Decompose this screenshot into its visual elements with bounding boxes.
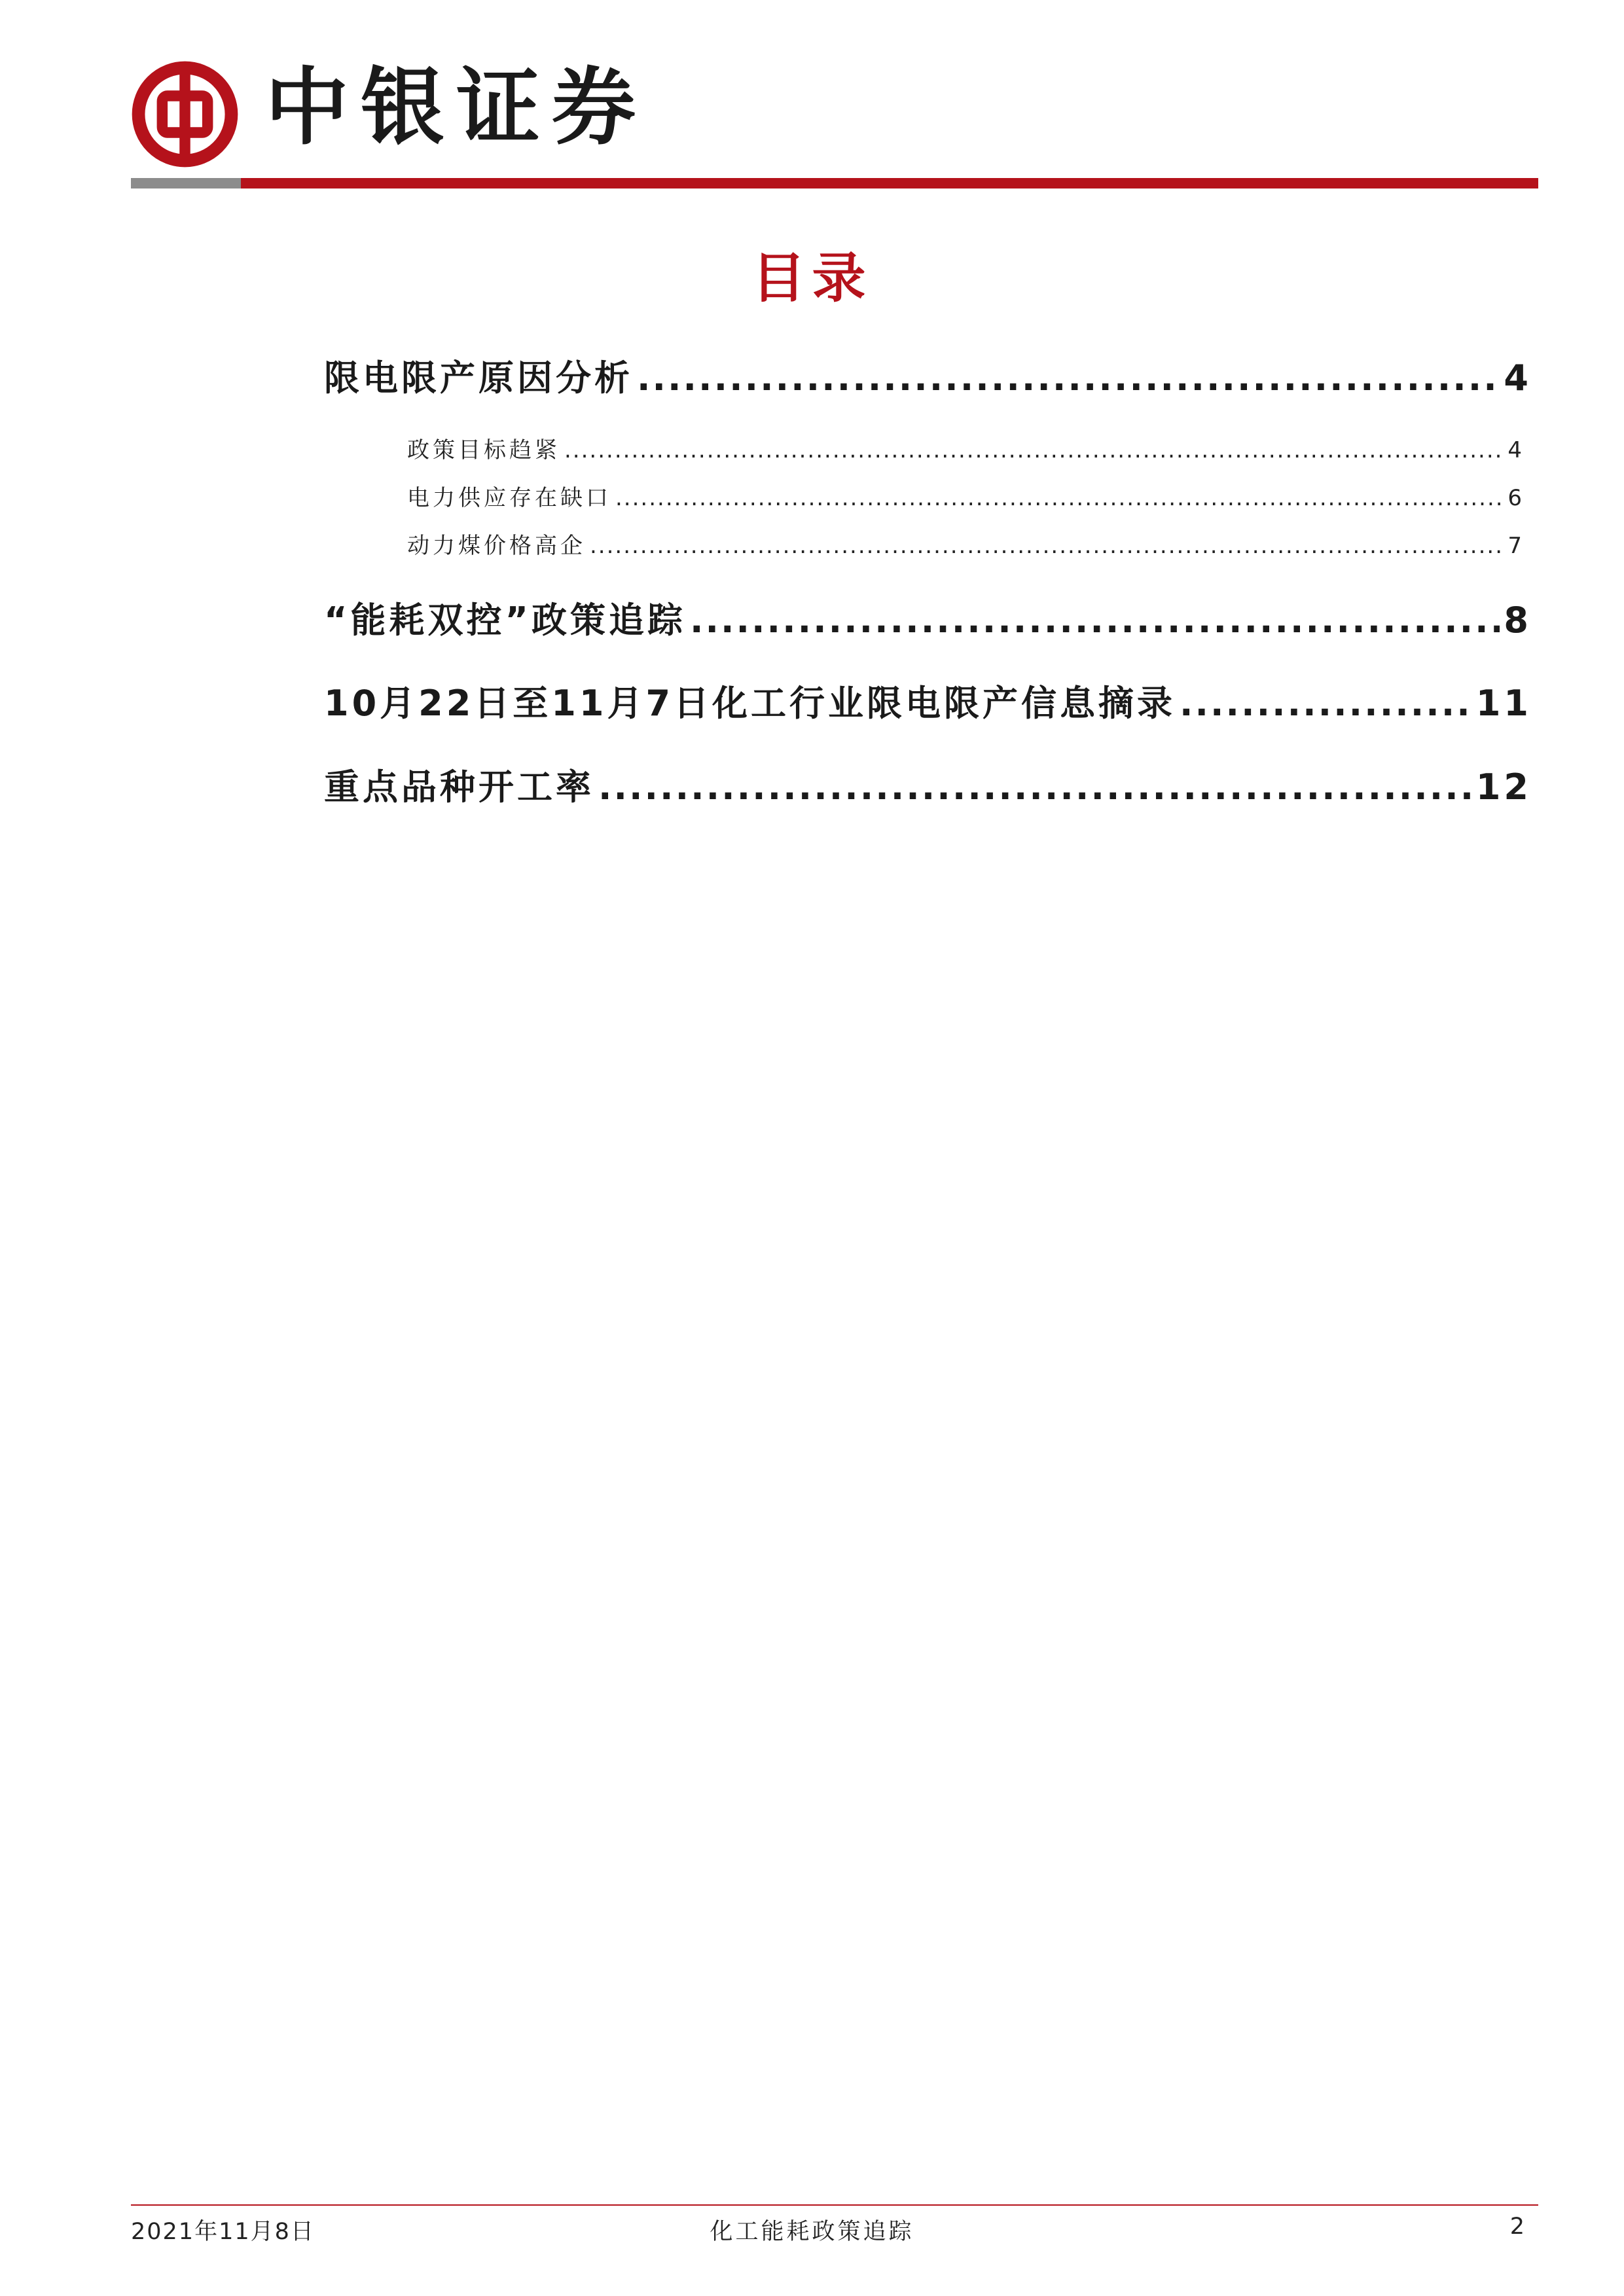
toc-leader-dots xyxy=(615,485,1504,511)
toc-entry-label: 限电限产原因分析 xyxy=(324,357,633,399)
toc-entry-label: 政策目标趋紧 xyxy=(407,437,560,463)
toc-entry-2[interactable] xyxy=(324,592,1532,643)
toc-leader-dots xyxy=(690,600,1500,641)
page-header xyxy=(131,60,1538,191)
toc-entry-3[interactable] xyxy=(324,675,1532,726)
toc-entry-page: 11 xyxy=(1475,683,1532,724)
toc-entry-1-1[interactable] xyxy=(407,432,1525,464)
bank-of-china-logo-icon xyxy=(131,60,239,168)
toc-entry-label: 动力煤价格高企 xyxy=(407,533,586,559)
toc-leader-dots xyxy=(590,533,1504,559)
footer-page-number: 2 xyxy=(1509,2214,1525,2240)
toc-leader-dots xyxy=(637,357,1500,399)
header-rule-gray xyxy=(131,178,241,188)
toc-entry-label: “能耗双控”政策追踪 xyxy=(324,600,686,641)
toc-title: 目录 xyxy=(751,247,873,310)
toc-entry-label: 重点品种开工率 xyxy=(324,766,594,808)
brand-name: 中银证券 xyxy=(265,58,648,156)
toc-entry-page: 8 xyxy=(1504,600,1532,641)
toc-entry-label: 电力供应存在缺口 xyxy=(407,485,611,511)
toc-leader-dots xyxy=(598,766,1472,808)
toc-entry-label: 10月22日至11月7日化工行业限电限产信息摘录 xyxy=(324,683,1176,724)
toc-entry-page: 6 xyxy=(1507,485,1525,511)
toc-leader-dots xyxy=(1180,683,1472,724)
toc-entry-4[interactable] xyxy=(324,759,1532,810)
toc-entry-1-2[interactable] xyxy=(407,480,1525,512)
footer-date: 2021年11月8日 xyxy=(131,2219,315,2245)
header-rule-red xyxy=(241,178,1538,188)
toc-leader-dots xyxy=(564,437,1504,463)
toc-entry-page: 7 xyxy=(1507,533,1525,559)
toc-entry-page: 4 xyxy=(1507,437,1525,463)
toc-entry-1[interactable] xyxy=(324,350,1532,401)
footer-rule xyxy=(131,2204,1538,2206)
toc-entry-page: 12 xyxy=(1475,766,1532,808)
toc-entry-page: 4 xyxy=(1504,357,1532,399)
toc-entry-1-3[interactable] xyxy=(407,528,1525,560)
footer-report-title: 化工能耗政策追踪 xyxy=(710,2219,914,2245)
